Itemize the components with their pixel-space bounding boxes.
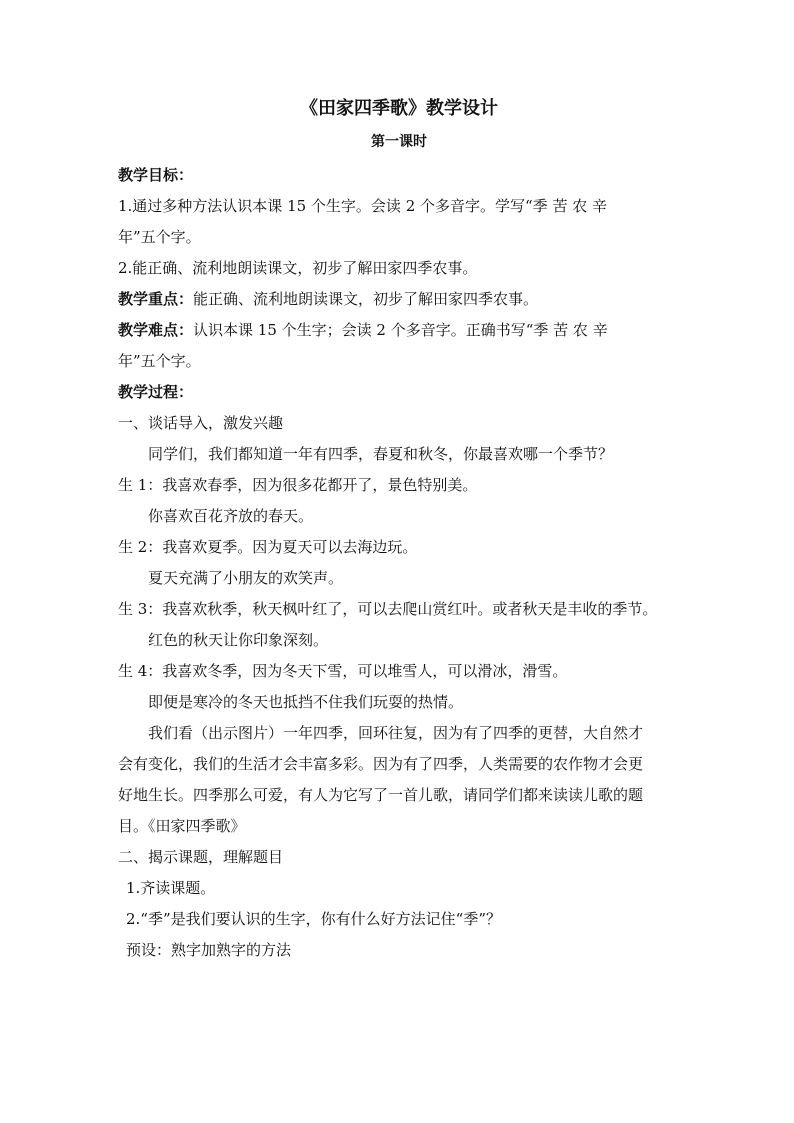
student-2-answer: 生 2：我喜欢夏季。因为夏天可以去海边玩。 (118, 538, 418, 556)
difficulty-label: 教学难点： (118, 321, 194, 339)
goal-item-1-line-1: 1.通过多种方法认识本课 15 个生字。会读 2 个多音字。学写“季 苦 农 辛 (118, 197, 607, 215)
summary-line-1: 我们看（出示图片）一年四季，回环往复，因为有了四季的更替，大自然才 (148, 724, 644, 742)
difficulty-line-1 (118, 315, 680, 346)
student-4-answer: 生 4：我喜欢冬季，因为冬天下雪，可以堆雪人，可以滑冰，滑雪。 (118, 662, 568, 680)
summary-line-3: 好地生长。四季那么可爱，有人为它写了一首儿歌，请同学们都来读读儿歌的题 (118, 786, 644, 804)
document-body (118, 94, 680, 966)
difficulty-line-2: 年”五个字。 (118, 352, 201, 370)
teacher-question: 同学们，我们都知道一年有四季，春夏和秋冬，你最喜欢哪一个季节？ (148, 445, 614, 463)
teacher-response-2: 夏天充满了小朋友的欢笑声。 (148, 569, 344, 587)
step-1: 1.齐读课题。 (126, 879, 216, 897)
section-1-title: 一、谈话导入，激发兴趣 (118, 414, 284, 432)
preset-note: 预设：熟字加熟字的方法 (126, 941, 292, 959)
teacher-response-4: 即便是寒冷的冬天也抵挡不住我们玩耍的热情。 (148, 693, 464, 711)
summary-line-4: 目。《田家四季歌》 (118, 817, 246, 835)
key-point-text: 能正确、流利地朗读课文，初步了解田家四季农事。 (193, 290, 539, 308)
document-title: 《田家四季歌》教学设计 (300, 98, 498, 119)
teacher-response-3: 红色的秋天让你印象深刻。 (148, 631, 329, 649)
student-3-answer: 生 3：我喜欢秋季，秋天枫叶红了，可以去爬山赏红叶。或者秋天是丰收的季节。 (118, 600, 658, 618)
goal-item-1-line-2: 年”五个字。 (118, 228, 201, 246)
difficulty-text: 认识本课 15 个生字；会读 2 个多音字。正确书写“季 苦 农 辛 (193, 321, 608, 339)
summary-line-2: 会有变化，我们的生活才会丰富多彩。因为有了四季，人类需要的农作物才会更 (118, 755, 644, 773)
key-point-label: 教学重点： (118, 290, 194, 308)
document-subtitle: 第一课时 (371, 134, 427, 150)
key-point (118, 284, 680, 315)
teacher-response-1: 你喜欢百花齐放的春天。 (148, 507, 314, 525)
step-2: 2.“季”是我们要认识的生字，你有什么好方法记住“季”？ (126, 910, 501, 928)
student-1-answer: 生 1：我喜欢春季，因为很多花都开了，景色特别美。 (118, 476, 478, 494)
goals-heading: 教学目标： (118, 166, 194, 184)
goal-item-2: 2.能正确、流利地朗读课文，初步了解田家四季农事。 (118, 259, 478, 277)
section-2-title: 二、揭示课题，理解题目 (118, 848, 284, 866)
process-heading: 教学过程： (118, 383, 194, 401)
